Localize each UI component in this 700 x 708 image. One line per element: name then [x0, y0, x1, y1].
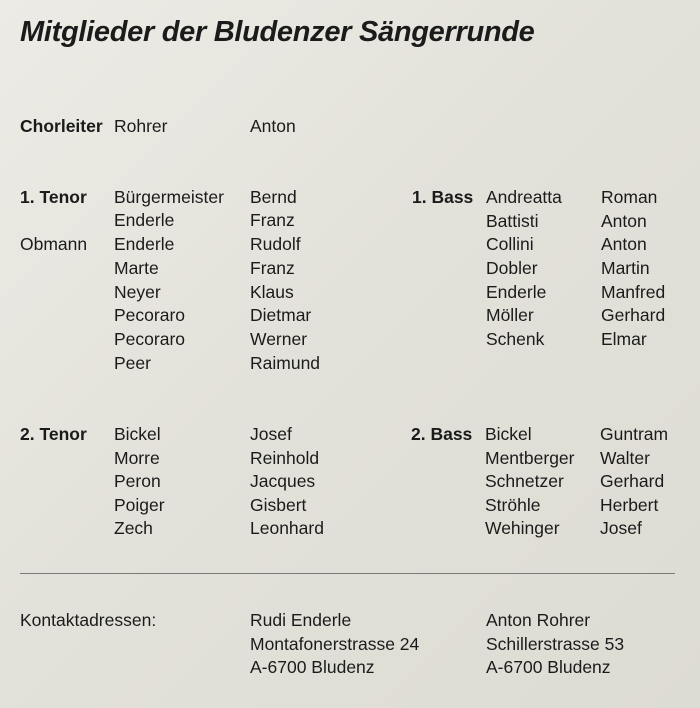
contact-street: Montafonerstrasse 24	[250, 634, 420, 654]
tenor2-surname: Morre	[114, 448, 160, 468]
tenor2-surname: Poiger	[114, 495, 165, 515]
tenor2-firstname: Gisbert	[250, 495, 307, 515]
bass2-firstname: Guntram	[600, 424, 669, 444]
tenor1-surname: Peer	[114, 353, 151, 373]
bass2-firstname: Walter	[600, 448, 650, 468]
contact-name: Anton Rohrer	[486, 610, 591, 630]
tenor2-firstname: Jacques	[250, 471, 316, 491]
bass2-surname: Ströhle	[485, 495, 541, 515]
bass1-firstname: Anton	[601, 234, 647, 254]
obmann-label: Obmann	[20, 234, 88, 254]
tenor1-firstname: Dietmar	[250, 305, 312, 325]
tenor2-surname: Bickel	[114, 424, 161, 444]
tenor2-firstname: Reinhold	[250, 448, 320, 468]
tenor2-label: 2. Tenor	[20, 424, 87, 444]
tenor1-firstname: Franz	[250, 258, 295, 278]
bass2-firstname: Josef	[600, 518, 642, 538]
tenor1-surname: Pecoraro	[114, 329, 186, 349]
tenor2-surname: Zech	[114, 518, 153, 538]
tenor1-firstname: Franz	[250, 210, 295, 230]
tenor1-surname: Neyer	[114, 282, 161, 302]
bass2-surname: Wehinger	[485, 518, 560, 538]
bass1-surname: Möller	[486, 305, 534, 325]
tenor1-firstname: Rudolf	[250, 234, 301, 254]
contacts-label: Kontaktadressen:	[20, 610, 157, 630]
chorleiter-firstname: Anton	[250, 116, 296, 136]
bass2-label: 2. Bass	[411, 424, 473, 444]
bass1-firstname: Anton	[601, 211, 647, 231]
bass2-surname: Schnetzer	[485, 471, 564, 491]
tenor1-surname: Enderle	[114, 210, 175, 230]
contact-name: Rudi Enderle	[250, 610, 352, 630]
tenor1-firstname: Werner	[250, 329, 308, 349]
bass2-surname: Bickel	[485, 424, 532, 444]
tenor1-surname: Marte	[114, 258, 159, 278]
chorleiter-surname: Rohrer	[114, 116, 168, 136]
tenor1-surname: Bürgermeister	[114, 187, 224, 207]
tenor1-firstname: Raimund	[250, 353, 321, 373]
bass1-label: 1. Bass	[412, 187, 474, 207]
tenor2-firstname: Leonhard	[250, 518, 324, 538]
bass1-surname: Schenk	[486, 329, 545, 349]
bass1-firstname: Manfred	[601, 282, 666, 302]
tenor1-firstname: Bernd	[250, 187, 297, 207]
page-title: Mitglieder der Bludenzer Sängerrunde	[20, 16, 535, 48]
bass1-firstname: Martin	[601, 258, 650, 278]
bass1-firstname: Elmar	[601, 329, 647, 349]
bass2-firstname: Gerhard	[600, 471, 665, 491]
chorleiter-label: Chorleiter	[20, 116, 103, 136]
tenor1-label: 1. Tenor	[20, 187, 87, 207]
contact-city: A-6700 Bludenz	[250, 657, 375, 677]
bass2-firstname: Herbert	[600, 495, 659, 515]
tenor1-surname: Enderle	[114, 234, 175, 254]
tenor1-surname: Pecoraro	[114, 305, 186, 325]
contact-city: A-6700 Bludenz	[486, 657, 611, 677]
tenor2-surname: Peron	[114, 471, 161, 491]
bass1-surname: Enderle	[486, 282, 547, 302]
bass1-surname: Dobler	[486, 258, 538, 278]
bass1-surname: Battisti	[486, 211, 539, 231]
bass1-firstname: Gerhard	[601, 305, 666, 325]
section-divider	[20, 573, 675, 574]
contact-street: Schillerstrasse 53	[486, 634, 625, 654]
bass1-surname: Andreatta	[486, 187, 562, 207]
bass1-firstname: Roman	[601, 187, 658, 207]
tenor1-firstname: Klaus	[250, 282, 294, 302]
bass2-surname: Mentberger	[485, 448, 575, 468]
tenor2-firstname: Josef	[250, 424, 292, 444]
bass1-surname: Collini	[486, 234, 534, 254]
